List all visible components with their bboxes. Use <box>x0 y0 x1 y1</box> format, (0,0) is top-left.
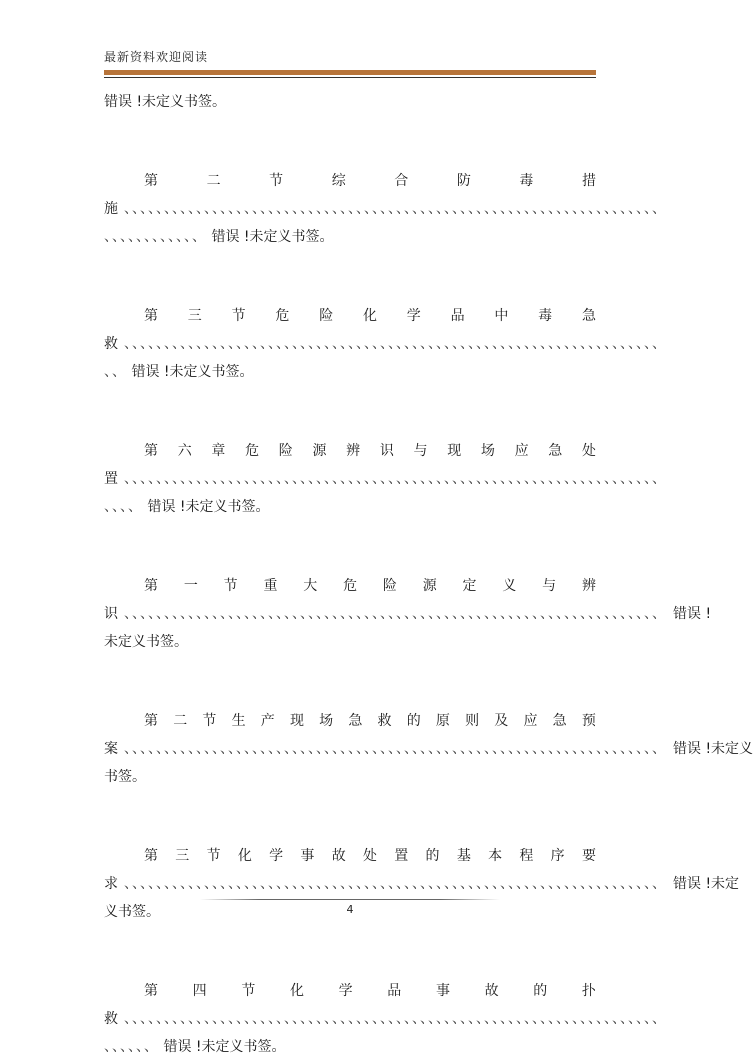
toc-title-char: 节 <box>206 848 221 864</box>
toc-title-char: 扑 <box>581 983 596 999</box>
toc-spacer <box>104 656 596 707</box>
toc-title-char: 节 <box>241 983 256 999</box>
toc-title-char: 四 <box>192 983 207 999</box>
toc-title-char: 品 <box>450 308 465 324</box>
toc-title-char: 定 <box>462 578 477 594</box>
toc-page-ref: 错误 !未定义书签。 <box>147 499 270 515</box>
toc-title-char: 序 <box>550 848 565 864</box>
toc-title-char: 应 <box>523 713 538 729</box>
toc-title-char: 场 <box>480 443 495 459</box>
toc-title-char: 产 <box>260 713 275 729</box>
toc-title-char: 第 <box>144 848 158 864</box>
toc-title-char: 险 <box>382 578 397 594</box>
toc-title-char: 节 <box>202 713 217 729</box>
toc-page-ref: 错误 !未定义书签。 <box>163 1039 286 1055</box>
toc-leader-dots: 、、、、、、、、、、、、、、、、、、、、、、、、、、、、、、、、、、、、、、、、、、、、、、、、、、、、、、、、、、、、、、、、、、、 <box>124 606 667 622</box>
toc-title-char: 应 <box>514 443 529 459</box>
toc-entry-leader-line[interactable] <box>104 870 740 898</box>
toc-spacer <box>104 251 596 302</box>
toc-entry-leader-line[interactable] <box>104 465 667 493</box>
toc-entry-title[interactable] <box>104 842 596 870</box>
toc-title-char: 三 <box>187 308 202 324</box>
toc-title-char: 与 <box>542 578 557 594</box>
toc-title-char: 急 <box>348 713 363 729</box>
toc-lead-char: 案 <box>104 741 118 757</box>
toc-title-char: 第 <box>144 308 158 324</box>
toc-title-char: 现 <box>289 713 304 729</box>
toc-title-char: 的 <box>425 848 440 864</box>
toc-title-char: 毒 <box>519 173 534 189</box>
toc-leader-dots: 、、、、、、、、、、、、、、、、、、、、、、、、、、、、、、、、、、、、、、、、、、、、、、、、、、、、、、、、、、、、、、、、、、、 <box>124 876 667 892</box>
toc-title-char: 第 <box>144 713 158 729</box>
toc-title-char: 及 <box>494 713 509 729</box>
toc-spacer <box>104 116 596 167</box>
toc-page-ref: 错误 !未定义书签。 <box>131 364 254 380</box>
toc-continuation-line: 错误 !未定义书签。 <box>104 94 227 110</box>
toc-title-char: 故 <box>331 848 346 864</box>
toc-title-char: 三 <box>175 848 190 864</box>
toc-title-char: 本 <box>488 848 503 864</box>
toc-entry-leader-line[interactable] <box>104 600 712 628</box>
toc-title-char: 预 <box>581 713 596 729</box>
toc-leader-dots: 、、、、、、、、、、、、、、、、、、、、、、、、、、、、、、、、、、、、、、、、、、、、、、、、、、、、、、、、、、、、、、、、、、、 <box>124 741 667 757</box>
toc-title-char: 处 <box>362 848 377 864</box>
toc-title-char: 程 <box>519 848 534 864</box>
toc-title-char: 中 <box>494 308 509 324</box>
toc-title-char: 救 <box>377 713 392 729</box>
toc-page-ref: 错误 !未定义书签。 <box>211 229 334 245</box>
toc-title-char: 大 <box>303 578 318 594</box>
footer-rule <box>200 899 500 900</box>
toc-title-char: 重 <box>263 578 278 594</box>
toc-title-char: 化 <box>237 848 252 864</box>
toc-title-char: 处 <box>581 443 596 459</box>
toc-spacer <box>104 521 596 572</box>
toc-title-char: 义 <box>502 578 517 594</box>
toc-title-char: 源 <box>422 578 437 594</box>
toc-title-char: 要 <box>581 848 596 864</box>
toc-entry-leader-line[interactable] <box>104 330 667 358</box>
toc-leader-dots: 、、 <box>104 364 127 380</box>
toc-title-char: 与 <box>413 443 428 459</box>
toc-lead-char: 置 <box>104 471 118 487</box>
toc-title-char: 急 <box>552 713 567 729</box>
toc-entry-continuation[interactable] <box>104 358 596 386</box>
toc-title-char: 险 <box>319 308 334 324</box>
toc-title-char: 学 <box>269 848 284 864</box>
toc-title-char: 基 <box>456 848 471 864</box>
toc-title-char: 节 <box>269 173 284 189</box>
toc-page-ref: 错误 !未定 <box>673 876 740 892</box>
toc-leader-dots: 、、、、、、、、、、、、、、、、、、、、、、、、、、、、、、、、、、、、、、、、、、、、、、、、、、、、、、、、、、、、、、、、、、、 <box>124 201 667 217</box>
toc-page-ref: 未定义书签。 <box>104 634 188 650</box>
toc-title-char: 辨 <box>581 578 596 594</box>
toc-title-char: 事 <box>435 983 450 999</box>
toc-title-char: 急 <box>581 308 596 324</box>
toc-entry-title[interactable] <box>104 167 596 195</box>
toc-lead-char: 识 <box>104 606 118 622</box>
toc-spacer <box>104 926 596 977</box>
toc-title-char: 章 <box>211 443 226 459</box>
toc-entry-title[interactable] <box>104 302 596 330</box>
toc-title-char: 现 <box>447 443 462 459</box>
toc-title-char: 第 <box>144 983 158 999</box>
header-rule-thick <box>104 70 596 75</box>
toc-title-char: 事 <box>300 848 315 864</box>
toc-title-char: 品 <box>387 983 402 999</box>
toc-title-char: 第 <box>144 578 158 594</box>
toc-entry-leader-line[interactable] <box>104 195 667 223</box>
toc-title-char: 防 <box>456 173 471 189</box>
toc-title-char: 毒 <box>538 308 553 324</box>
toc-title-char: 源 <box>312 443 327 459</box>
toc-title-char: 学 <box>338 983 353 999</box>
toc-title-char: 场 <box>319 713 334 729</box>
toc-leader-dots: 、、、、、、、、、、、、 <box>104 229 207 245</box>
toc-title-char: 的 <box>533 983 548 999</box>
toc-title-char: 险 <box>278 443 293 459</box>
toc-title-char: 化 <box>362 308 377 324</box>
toc-title-char: 辨 <box>346 443 361 459</box>
toc-entry-title[interactable] <box>104 437 596 465</box>
header-rule-thin <box>104 77 596 78</box>
toc-spacer <box>104 791 596 842</box>
toc-entry-continuation[interactable] <box>104 223 596 251</box>
toc-entry-leader-line[interactable] <box>104 1005 667 1033</box>
toc-title-char: 的 <box>406 713 421 729</box>
toc-entry-title[interactable] <box>104 572 596 600</box>
toc-title-char: 合 <box>394 173 409 189</box>
toc-lead-char: 施 <box>104 201 118 217</box>
toc-title-char: 危 <box>275 308 290 324</box>
toc-title-char: 急 <box>548 443 563 459</box>
toc-title-char: 则 <box>465 713 480 729</box>
toc-entry-continuation[interactable] <box>104 628 596 656</box>
toc-entry-title[interactable] <box>104 707 596 735</box>
toc-page-ref: 书签。 <box>104 769 146 785</box>
toc-entry-leader-line[interactable] <box>104 735 753 763</box>
toc-title-char: 措 <box>581 173 596 189</box>
toc-entry-continuation[interactable] <box>104 1033 596 1061</box>
toc-title-char: 学 <box>406 308 421 324</box>
toc-page-ref: 错误 !未定义 <box>673 741 753 757</box>
toc-title-char: 一 <box>183 578 198 594</box>
toc-lead-char: 救 <box>104 336 118 352</box>
toc-title-char: 危 <box>343 578 358 594</box>
toc-title-char: 六 <box>177 443 192 459</box>
toc-page-ref: 义书签。 <box>104 904 160 920</box>
toc-leader-dots: 、、、、、、、、、、、、、、、、、、、、、、、、、、、、、、、、、、、、、、、、、、、、、、、、、、、、、、、、、、、、、、、、、、、 <box>124 336 667 352</box>
page-number: 4 <box>346 903 354 916</box>
toc-title-char: 第 <box>144 443 158 459</box>
toc-lead-char: 求 <box>104 876 118 892</box>
toc-title-char: 危 <box>245 443 260 459</box>
toc-spacer <box>104 386 596 437</box>
page-header-text: 最新资料欢迎阅读 <box>104 50 209 64</box>
toc-title-char: 化 <box>289 983 304 999</box>
toc-title-char: 识 <box>379 443 394 459</box>
toc-leader-dots: 、、、、 <box>104 499 143 515</box>
toc-title-char: 置 <box>394 848 409 864</box>
toc-leader-dots: 、、、、、、 <box>104 1039 159 1055</box>
toc-title-char: 综 <box>331 173 346 189</box>
toc-leader-dots: 、、、、、、、、、、、、、、、、、、、、、、、、、、、、、、、、、、、、、、、、、、、、、、、、、、、、、、、、、、、、、、、、、、、 <box>124 1011 667 1027</box>
toc-title-char: 原 <box>435 713 450 729</box>
toc-title-char: 节 <box>231 308 246 324</box>
toc-leader-dots: 、、、、、、、、、、、、、、、、、、、、、、、、、、、、、、、、、、、、、、、、、、、、、、、、、、、、、、、、、、、、、、、、、、、 <box>124 471 667 487</box>
toc-title-char: 生 <box>231 713 246 729</box>
toc-title-char: 二 <box>173 713 188 729</box>
toc-title-char: 故 <box>484 983 499 999</box>
toc-entry-continuation[interactable] <box>104 493 596 521</box>
toc-entry-title[interactable] <box>104 977 596 1005</box>
toc-title-char: 第 <box>144 173 158 189</box>
toc-entry-continuation[interactable] <box>104 763 596 791</box>
toc-lead-char: 救 <box>104 1011 118 1027</box>
toc-page-ref: 错误 ! <box>673 606 712 622</box>
toc-title-char: 节 <box>223 578 238 594</box>
toc-title-char: 二 <box>206 173 221 189</box>
